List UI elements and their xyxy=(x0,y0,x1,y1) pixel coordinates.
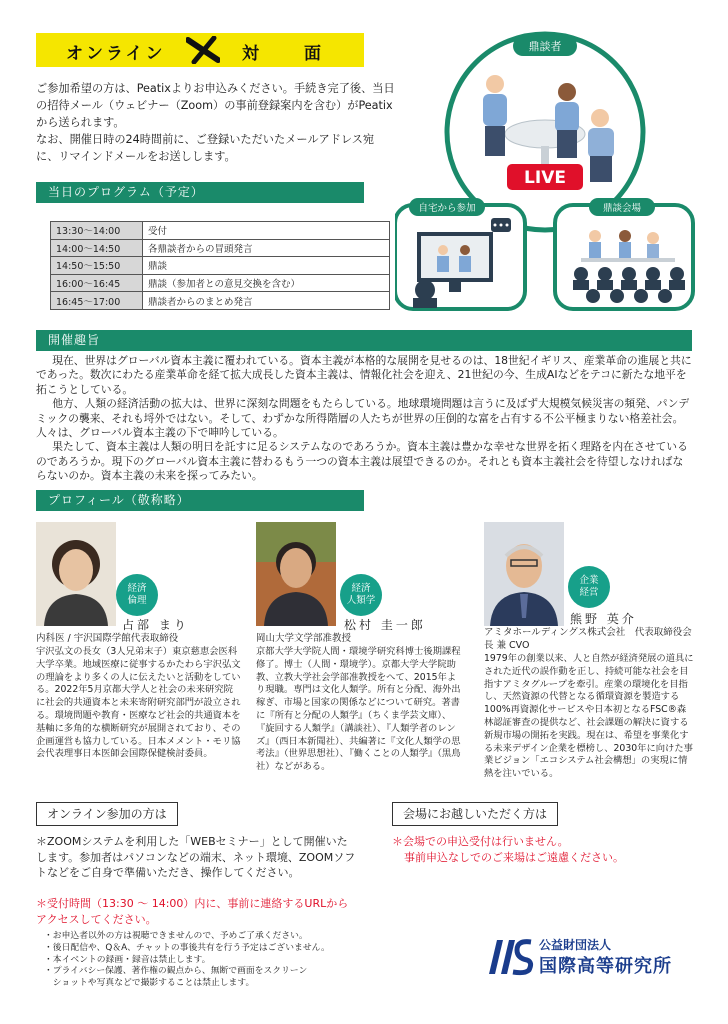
table-row xyxy=(51,274,390,292)
program-time: 16:00〜16:45 xyxy=(51,274,143,292)
cross-icon xyxy=(186,36,220,64)
venue-notice: ＊会場での申込受付は行いません。 xyxy=(392,835,569,848)
profile-heading: プロフィール（敬称略） xyxy=(36,490,364,511)
program-time: 14:50〜15:50 xyxy=(51,257,143,275)
purpose-paragraph: 果たして、資本主義は人類の明日を託すに足るシステムなのであろうか。資本主義は豊かな幸せな世界を拓く理路を内在させているのであろうか。現下のグローバル資本主義に替わるもう一つの資本主義は展望できるのか。それとも資本主義社会を待望しなければならないのか。資本主義の未来を探ってみたい。 xyxy=(36,440,688,483)
field-badge xyxy=(340,574,382,616)
panelist-figure xyxy=(483,75,507,156)
profile-bio: 京都大学大学院人間・環境学研究科博士後期課程修了。博士（人間・環境学）。京都大学大学院助教、立教大学社会学部准教授をへて、2015年より現職。専門は文化人類学。所有と分配、海外出稼ぎ、市場と国家の関係などについて研究。著書に『所有と分配の人類学』（ちくま学芸文庫）、『旋回する人類学』（講談社）、『人類学者のレンズ』（西日本新聞社）、共編著に『文化人類学の思考法』（世界思想社）、『働くことの人類学』（黒鳥社）などがある。 xyxy=(256,646,461,773)
program-item: 各鼎談者からの冒頭発言 xyxy=(143,239,390,257)
logo-line-2: 国際高等研究所 xyxy=(539,956,672,977)
intro-paragraph: なお、開催日時の24時間前に、ご登録いただいたメールアドレス宛に、リマインドメールをお送しします。 xyxy=(36,133,375,163)
online-section-label: オンライン参加の方は xyxy=(36,802,178,826)
program-table xyxy=(50,221,390,310)
badge-line: 経済 xyxy=(127,583,147,594)
note-item: ・プライバシー保護、著作権の観点から、無断で画面をスクリーン xyxy=(44,966,308,977)
program-item: 鼎談 xyxy=(143,257,390,275)
profile-title: 岡山大学文学部准教授 xyxy=(256,633,352,644)
program-time: 13:30〜14:00 xyxy=(51,222,143,240)
profile-name: 占部 まり xyxy=(122,618,189,632)
program-time: 14:00〜14:50 xyxy=(51,239,143,257)
program-heading: 当日のプログラム（予定） xyxy=(36,182,364,203)
venue-label: 鼎談会場 xyxy=(602,203,642,214)
avatar xyxy=(36,522,116,626)
intro-paragraph: ご参加希望の方は、Peatixよりお申込みください。手続き完了後、当日の招待メール（ウェビナー（Zoom）の事前登録案内を含む）がPeatixから送られます。 xyxy=(36,82,395,129)
ias-logo-icon xyxy=(487,936,537,976)
note-item: ・お申込者以外の方は視聴できませんので、予めご了承ください。 xyxy=(44,931,308,941)
logo-line-1: 公益財団法人 xyxy=(539,938,612,952)
online-access-notice: ＊受付時間（13:30 〜 14:00）内に、事前に連絡するURLからアクセスしてください。 xyxy=(36,897,349,926)
panelist-figure xyxy=(588,109,614,182)
program-item: 鼎談（参加者との意見交換を含む） xyxy=(143,274,390,292)
purpose-heading: 開催趣旨 xyxy=(36,330,692,351)
field-badge xyxy=(568,566,610,608)
profile-title: アミタホールディングス株式会社 代表取締役会長 兼 CVO xyxy=(484,627,692,651)
live-label: LIVE xyxy=(524,168,566,188)
onsite-label: 対 面 xyxy=(242,44,335,64)
online-label: オンライン xyxy=(66,44,166,64)
profile-bio: 宇沢弘文の長女（3人兄弟末子）東京慈恵会医科大学卒業。地域医療に従事するかたわら宇沢弘文の理論をより多くの人に伝えたいと活動をしている。2022年5月京都大学人と社会の未来研究院に社会的共通資本と未来寄附研究部門が設立される。環境問題や教育・医療など社会的共通資本を基軸に多角的な横断研究が展開されており、その企画運営も協力している。日本メメント・モリ協会代表理事日本医師会国際保健検討委員。 xyxy=(36,646,241,760)
notes-list xyxy=(44,931,330,990)
purpose-paragraph: 現在、世界はグローバル資本主義に覆われている。資本主義が本格的な展開を見せるのは、18世紀イギリス、産業革命の進展と共にであった。数次にわたる産業革命を経て拡大成長した資本主義は、情報化社会を迎え、21世紀の今、生成AIなどをテコに新たな地平を拓こうとしている。 xyxy=(36,354,692,396)
badge-line: 倫理 xyxy=(127,595,147,606)
intro-text xyxy=(36,80,396,165)
format-banner xyxy=(36,33,364,67)
online-instructions: ＊ZOOMシステムを利用した「WEBセミナー」として開催いたします。参加者はパソコンなどの端末、ネット環境、ZOOMソフトなどをご自身で準備いただき、操作してください。 xyxy=(36,835,356,880)
table-row xyxy=(51,239,390,257)
profile-bio: 1979年の創業以来、人と自然が経済発展の道具にされた近代の誤作動を正し、持続可能な社会を目指すアミタグループを牽引。産業の環境化を目指し、天然資源の代替となる循環資源を製造する100%再資源化サービスや日本初となるFSC®森林認証審査の提供など、社会課題の解決に資する新規市場の開拓を実践。現在は、希望を事業化する未来デザイン企業を標榜し、2030年に向けた事業ビジョン「エコシステム社会構想」の実現に情熱を注いでいる。 xyxy=(484,653,694,780)
table-row xyxy=(51,257,390,275)
venue-notice-2: 事前申込なしでのご来場はご遠慮ください。 xyxy=(404,851,624,864)
program-time: 16:45〜17:00 xyxy=(51,292,143,310)
home-label: 自宅から参加 xyxy=(418,203,476,214)
program-item: 鼎談者からのまとめ発言 xyxy=(143,292,390,310)
panelists-label: 鼎談者 xyxy=(528,40,562,53)
panelist-figure xyxy=(555,83,579,158)
note-item: ・本イベントの録画・録音は禁止します。 xyxy=(44,954,211,965)
purpose-paragraph: 他方、人類の経済活動の拡大は、世界に深刻な問題をもたらしている。地球環境問題は言うに及ばず大規模気候災害の頻発、パンデミックの襲来、それも埒外ではない。そして、わずかな所得階層の人たちが世界の圧倒的な富を占有する不公平極まりない格差社会。人々は、グローバル資本主義の下で呻吟している。 xyxy=(36,397,690,440)
table-row xyxy=(51,292,390,310)
note-item: ショットや写真などで撮影することは禁止します。 xyxy=(44,978,255,989)
profile-name: 熊野 英介 xyxy=(570,612,637,626)
note-item: ・後日配信や、Q＆A、チャットの事後共有を行う予定はございません。 xyxy=(44,942,330,953)
badge-line: 経済 xyxy=(351,583,371,594)
table-row xyxy=(51,222,390,240)
field-badge xyxy=(116,574,158,616)
badge-line: 経営 xyxy=(579,587,599,598)
badge-line: 企業 xyxy=(579,575,599,586)
profile-title: 内科医 / 宇沢国際学館代表取締役 xyxy=(36,633,179,644)
purpose-text xyxy=(36,354,692,484)
hybrid-illustration xyxy=(395,22,695,312)
avatar xyxy=(256,522,336,626)
avatar xyxy=(484,522,564,626)
program-item: 受付 xyxy=(143,222,390,240)
profile-name: 松村 圭一郎 xyxy=(344,618,426,632)
badge-line: 人類学 xyxy=(346,595,376,606)
venue-section-label: 会場にお越しいただく方は xyxy=(392,802,558,826)
